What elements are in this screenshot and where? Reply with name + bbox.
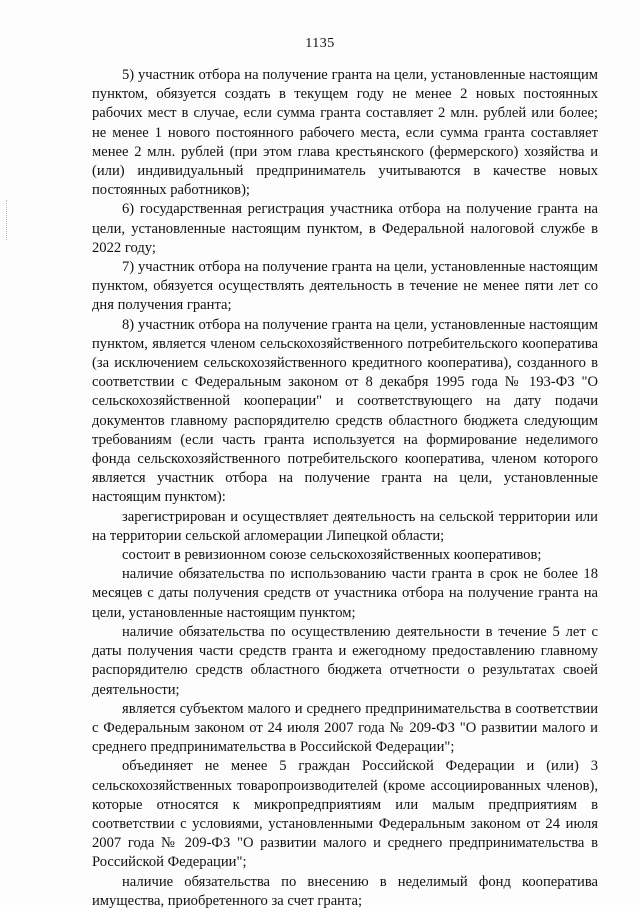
requirement-registration: зарегистрирован и осуществляет деятельность на сельской территории или на территории сельской агломерации Липецкой области;	[92, 508, 598, 544]
paragraph-item-6: 6) государственная регистрация участника отбора на получение гранта на цели, установленные настоящим пунктом, в Федеральной налоговой службе в 2022 году;	[92, 201, 598, 256]
page-number: 1135	[305, 36, 335, 51]
requirement-audit-union: состоит в ревизионном союзе сельскохозяйственных кооперативов;	[122, 547, 542, 564]
paragraph-item-5: 5) участник отбора на получение гранта на цели, установленные настоящим пунктом, обязуется создать в текущем году не менее 2 новых постоянных рабочих мест в случае, если сумма гранта составляет 2 млн. рублей или более; не менее 1 нового постоянного рабочего места, если сумма гранта составляет менее 2 млн. рублей (при этом глава крестьянского (фермерского) хозяйства и (или) индивидуальный предприниматель учитываются в качестве новых постоянных работников);	[92, 67, 598, 199]
paragraph-item-7: 7) участник отбора на получение гранта на цели, установленные настоящим пунктом, обязуется осуществлять деятельность в течение не менее пяти лет со дня получения гранта;	[92, 259, 598, 314]
requirement-activity-reporting: наличие обязательства по осуществлению деятельности в течение 5 лет с даты получения части средств гранта и ежегодному предоставлению главному распорядителю средств областного бюджета отчетности о результатах своей деятельности;	[92, 623, 598, 698]
document-body	[92, 66, 598, 911]
requirement-sme-status: является субъектом малого и среднего предпринимательства в соответствии с Федеральным законом от 24 июля 2007 года № 209-ФЗ "О развитии малого и среднего предпринимательства в Российской Федерации";	[92, 700, 598, 756]
scan-margin-marks	[6, 200, 11, 240]
requirement-membership: объединяет не менее 5 граждан Российской Федерации и (или) 3 сельскохозяйственных товаропроизводителей (кроме ассоциированных членов), которые относятся к микропредприятиям или малым предприятиям в соответствии с условиями, установленными Федеральным законом от 24 июля 2007 года № 209-ФЗ "О развитии малого и среднего предпринимательства в Российской Федерации";	[92, 758, 598, 871]
requirement-grant-usage: наличие обязательства по использованию части гранта в срок не более 18 месяцев с даты получения средств от участника отбора на получение гранта на цели, установленные настоящим пунктом;	[92, 566, 598, 621]
requirement-indivisible-fund: наличие обязательства по внесению в неделимый фонд кооператива имущества, приобретенного за счет гранта;	[92, 873, 598, 909]
paragraph-item-8: 8) участник отбора на получение гранта на цели, установленные настоящим пунктом, является членом сельскохозяйственного потребительского кооператива (за исключением сельскохозяйственного кредитного кооператива), созданного в соответствии с Федеральным законом от 8 декабря 1995 года № 193-ФЗ "О сельскохозяйственной кооперации" и соответствующего на дату подачи документов главному распорядителю средств областного бюджета следующим требованиям (если часть гранта используется на формирование неделимого фонда сельскохозяйственного потребительского кооператива, членом которого является участник отбора на получение гранта на цели, установленные настоящим пунктом):	[92, 316, 598, 506]
